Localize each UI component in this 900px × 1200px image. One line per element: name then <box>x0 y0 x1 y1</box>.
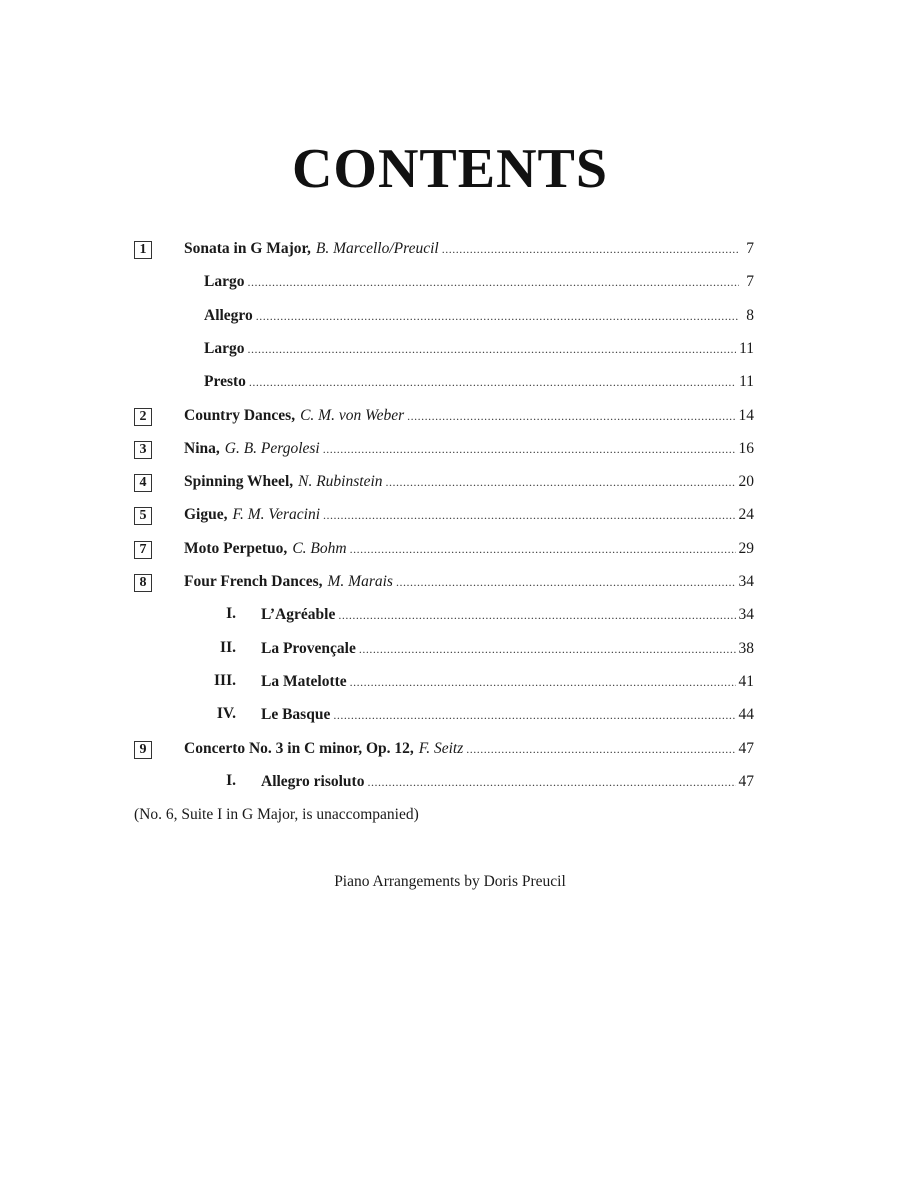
page-number: 8 <box>746 306 754 324</box>
toc-entry[interactable] <box>0 766 900 800</box>
piece-number-box: 2 <box>134 408 152 426</box>
toc-entry[interactable] <box>0 433 900 467</box>
dot-leader <box>442 239 739 259</box>
toc-entry-line <box>184 406 754 426</box>
entry-composer: C. Bohm <box>292 539 347 557</box>
toc-entry-line <box>204 372 754 392</box>
entry-title: Allegro risoluto <box>261 772 365 790</box>
toc-entry[interactable] <box>0 466 900 500</box>
page-number: 16 <box>738 439 754 457</box>
toc-entry[interactable] <box>0 699 900 733</box>
toc-entry-line <box>184 572 754 592</box>
page-number: 7 <box>746 273 754 291</box>
dot-leader <box>396 572 736 592</box>
toc-entry[interactable] <box>0 633 900 667</box>
toc-entry[interactable] <box>0 599 900 633</box>
toc-entry-line <box>204 306 754 326</box>
toc-entry-line <box>261 639 754 659</box>
toc-entry-line <box>184 472 754 492</box>
entry-title: Nina, <box>184 439 220 457</box>
movement-numeral: II. <box>220 638 236 656</box>
dot-leader <box>407 406 735 426</box>
dot-leader <box>256 306 739 326</box>
entry-title: Country Dances, <box>184 406 296 424</box>
page-number: 20 <box>738 473 754 491</box>
entry-composer: F. M. Veracini <box>232 506 321 524</box>
dot-leader <box>247 339 736 359</box>
entry-title: La Provençale <box>261 639 356 657</box>
dot-leader <box>367 772 735 792</box>
toc-entry[interactable] <box>0 733 900 767</box>
page-number: 38 <box>738 639 754 657</box>
dot-leader <box>249 372 736 392</box>
dot-leader <box>333 705 735 725</box>
piece-number-box: 1 <box>134 241 152 259</box>
piece-number-box: 5 <box>134 507 152 525</box>
toc-entry[interactable] <box>0 233 900 267</box>
toc-entry[interactable] <box>0 333 900 367</box>
dot-leader <box>323 505 735 525</box>
toc-entry-line <box>261 705 754 725</box>
entry-title: Presto <box>204 373 246 391</box>
entry-title: La Matelotte <box>261 672 347 690</box>
entry-title: Spinning Wheel, <box>184 473 294 491</box>
page-number: 41 <box>738 672 754 690</box>
dot-leader <box>350 672 736 692</box>
entry-composer: B. Marcello/Preucil <box>315 240 439 257</box>
piece-number-box: 4 <box>134 474 152 492</box>
piece-number-box: 3 <box>134 441 152 459</box>
arrangement-credit: Piano Arrangements by Doris Preucil <box>334 873 566 890</box>
page-number: 24 <box>738 506 754 524</box>
movement-numeral: I. <box>226 771 236 789</box>
dot-leader <box>338 605 735 625</box>
dot-leader <box>350 539 736 559</box>
movement-numeral: III. <box>214 671 236 689</box>
toc-entry-line <box>184 739 754 759</box>
toc-entry-line <box>204 272 754 292</box>
entry-composer: C. M. von Weber <box>300 406 405 424</box>
page-number: 29 <box>738 539 754 557</box>
toc-entry[interactable] <box>0 566 900 600</box>
page-number: 47 <box>738 739 754 757</box>
toc-entry[interactable] <box>0 300 900 334</box>
piece-number-box: 9 <box>134 741 152 759</box>
entry-title: Concerto No. 3 in C minor, Op. 12, <box>184 739 414 757</box>
movement-numeral: IV. <box>216 705 236 723</box>
page-number: 7 <box>746 240 754 257</box>
toc-entry[interactable] <box>0 666 900 700</box>
toc-entry-line <box>261 672 754 692</box>
entry-title: Largo <box>204 339 245 357</box>
entry-title: Gigue, <box>184 506 228 524</box>
dot-leader <box>359 639 736 659</box>
page-number: 47 <box>738 772 754 790</box>
toc-entry-line <box>261 605 754 625</box>
page-number: 34 <box>738 573 754 590</box>
toc-entry[interactable] <box>0 400 900 434</box>
toc-entry-line <box>184 505 754 525</box>
toc-entry-line <box>204 339 754 359</box>
entry-composer: F. Seitz <box>418 739 464 757</box>
dot-leader <box>247 272 739 292</box>
toc-entry-line <box>184 239 754 259</box>
toc-entry[interactable] <box>0 533 900 567</box>
page-number: 44 <box>738 706 754 724</box>
dot-leader <box>323 439 736 459</box>
page-number: 14 <box>738 406 754 424</box>
unaccompanied-note: (No. 6, Suite I in G Major, is unaccompanied) <box>134 806 419 823</box>
entry-title: Largo <box>204 273 245 291</box>
piece-number-box: 7 <box>134 541 152 559</box>
entry-title: L’Agréable <box>261 606 336 624</box>
entry-title: Moto Perpetuo, <box>184 539 288 557</box>
toc-entry-line <box>184 539 754 559</box>
toc-entry[interactable] <box>0 366 900 400</box>
entry-composer: N. Rubinstein <box>298 473 383 491</box>
toc-entry-line <box>184 439 754 459</box>
page-number: 34 <box>738 606 754 624</box>
dot-leader <box>466 739 735 759</box>
entry-title: Le Basque <box>261 706 331 724</box>
movement-numeral: I. <box>226 605 236 623</box>
entry-composer: G. B. Pergolesi <box>224 439 320 457</box>
page-title: CONTENTS <box>291 138 609 200</box>
toc-entry[interactable] <box>0 266 900 300</box>
entry-title: Allegro <box>204 306 253 324</box>
toc-entry[interactable] <box>0 499 900 533</box>
entry-title: Sonata in G Major, <box>184 240 311 257</box>
page-number: 11 <box>739 373 754 391</box>
piece-number-box: 8 <box>134 574 152 592</box>
toc-entry-line <box>261 772 754 792</box>
page-number: 11 <box>739 339 754 357</box>
dot-leader <box>386 472 736 492</box>
entry-title: Four French Dances, <box>184 573 323 590</box>
entry-composer: M. Marais <box>327 573 393 590</box>
